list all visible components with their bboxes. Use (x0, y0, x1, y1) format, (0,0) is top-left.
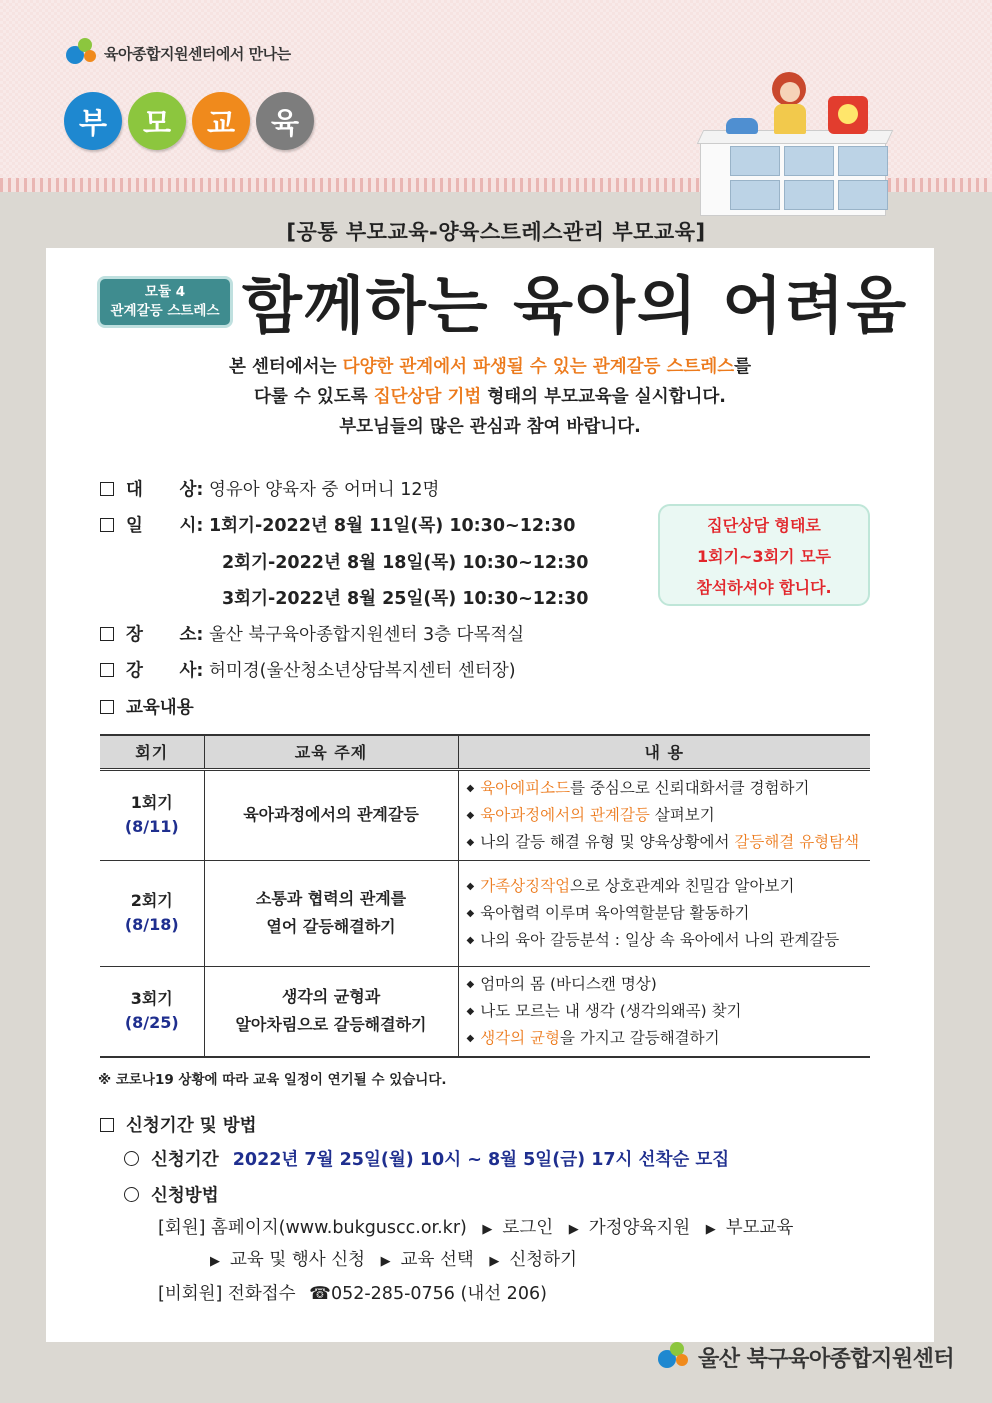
info-date-3: 3회기-2022년 8월 25일(목) 10:30~12:30 (222, 589, 589, 609)
circle-yuk: 육 (256, 92, 314, 150)
col-header-topic: 교육 주제 (204, 735, 458, 769)
apply-nonmember: [비회원] 전화접수 ☎052-285-0756 (내선 206) (158, 1284, 547, 1304)
col-header-content: 내 용 (458, 735, 870, 769)
circle-gyo: 교 (192, 92, 250, 150)
checkbox-icon (100, 700, 114, 714)
checkbox-icon (100, 627, 114, 641)
table-row (100, 860, 870, 966)
program-category-title: [공통 부모교육-양육스트레스관리 부모교육] (286, 220, 706, 244)
intro-text: 본 센터에서는 다양한 관계에서 파생될 수 있는 관계갈등 스트레스를 다룰 수 있도록 집단상담 기법 형태의 부모교육을 실시합니다. 부모님들의 많은 관심과 참여 바랍니다. (228, 357, 752, 437)
apply-member-steps: [회원] 홈페이지(www.bukguscc.or.kr) ▶ 로그인 ▶ 가정양육지원 ▶ 부모교육 (158, 1218, 794, 1238)
session-cell: 3회기 (8/25) (100, 966, 204, 1057)
info-date: 일 시: 1회기-2022년 8월 11일(목) 10:30~12:30 (100, 512, 575, 537)
table-row (100, 769, 870, 860)
attendance-notice: 집단상담 형태로 1회기~3회기 모두 참석하셔야 합니다. (658, 504, 870, 606)
info-place: 장 소: 울산 북구육아종합지원센터 3층 다목적실 (100, 621, 524, 646)
session-cell: 2회기 (8/18) (100, 860, 204, 966)
apply-member-steps-2: ▶ 교육 및 행사 신청 ▶ 교육 선택 ▶ 신청하기 (210, 1250, 577, 1270)
info-lecturer: 강 사: 허미경(울산청소년상담복지센터 센터장) (100, 657, 516, 682)
table-row (100, 966, 870, 1057)
circle-bu: 부 (64, 92, 122, 150)
title-circles (64, 92, 314, 150)
apply-period: 신청기간 2022년 7월 25일(월) 10시 ~ 8월 5일(금) 17시 선착순 모집 (124, 1146, 729, 1171)
topic-cell: 육아과정에서의 관계갈등 (204, 769, 458, 860)
info-target: 대 상: 영유아 양육자 중 어머니 12명 (100, 476, 439, 501)
topic-cell: 소통과 협력의 관계를 열어 갈등해결하기 (204, 860, 458, 966)
footer-logo (656, 1340, 954, 1374)
main-title: 함께하는 육아의 어려움 (242, 269, 909, 342)
apply-method: 신청방법 (124, 1182, 219, 1207)
arrow-right-icon: ▶ (705, 1222, 716, 1237)
checkbox-icon (100, 518, 114, 532)
header-tagline: 육아종합지원센터에서 만나는 (104, 44, 291, 63)
content-cell: ◆ 엄마의 몸 (바디스캔 명상) ◆ 나도 모르는 내 생각 (생각의왜곡) 찾기 ◆ 생각의 균형을 가지고 갈등해결하기 (458, 966, 870, 1057)
checkbox-icon (100, 482, 114, 496)
apply-section-title: 신청기간 및 방법 (100, 1112, 257, 1137)
arrow-right-icon: ▶ (482, 1222, 493, 1237)
checkbox-icon (100, 1118, 114, 1132)
info-date-2: 2회기-2022년 8월 18일(목) 10:30~12:30 (222, 553, 589, 573)
toy-shelf-illustration (700, 70, 910, 220)
phone-icon: ☎ (309, 1284, 331, 1304)
arrow-right-icon: ▶ (380, 1254, 391, 1269)
col-header-session: 회기 (100, 735, 204, 769)
header-logo (64, 36, 291, 70)
info-content: 교육내용 (100, 694, 194, 719)
arrow-right-icon: ▶ (568, 1222, 579, 1237)
content-cell: ◆ 육아에피소드를 중심으로 신뢰대화서클 경험하기 ◆ 육아과정에서의 관계갈등 살펴보기 ◆ 나의 갈등 해결 유형 및 양육상황에서 갈등해결 유형탐색 (458, 769, 870, 860)
center-logo-icon (64, 36, 98, 70)
session-cell: 1회기 (8/11) (100, 769, 204, 860)
content-cell: ◆ 가족상징작업으로 상호관계와 친밀감 알아보기 ◆ 육아협력 이루며 육아역할분담 활동하기 ◆ 나의 육아 갈등분석 : 일상 속 육아에서 나의 관계갈등 (458, 860, 870, 966)
footer-org-name: 울산 북구육아종합지원센터 (698, 1346, 955, 1372)
checkbox-icon (100, 663, 114, 677)
circle-bullet-icon (124, 1151, 139, 1166)
arrow-right-icon: ▶ (210, 1254, 220, 1269)
center-logo-icon (656, 1340, 690, 1374)
covid-footnote: ※ 코로나19 상황에 따라 교육 일정이 연기될 수 있습니다. (98, 1072, 447, 1088)
circle-mo: 모 (128, 92, 186, 150)
topic-cell: 생각의 균형과 알아차림으로 갈등해결하기 (204, 966, 458, 1057)
curriculum-table (100, 734, 870, 1058)
toy-car-icon (726, 118, 758, 134)
arrow-right-icon: ▶ (489, 1254, 500, 1269)
circle-bullet-icon (124, 1187, 139, 1202)
module-badge: 모듈 4 관계갈등 스트레스 (97, 276, 233, 328)
